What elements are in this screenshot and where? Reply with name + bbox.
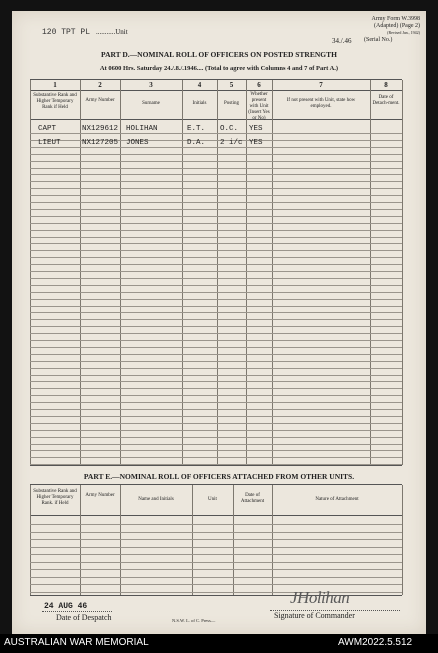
col-number-8: 8	[384, 81, 388, 89]
ruled-line	[30, 423, 402, 424]
ruled-line	[30, 319, 402, 320]
ruled-line	[30, 133, 402, 134]
ruled-line	[30, 168, 402, 169]
ruled-line	[30, 457, 402, 458]
ruled-line	[30, 195, 402, 196]
ruled-line	[30, 569, 402, 570]
archive-id: AWM2022.5.512	[338, 637, 413, 648]
col-number-5: 5	[229, 81, 234, 89]
col-number-6: 6	[257, 81, 261, 89]
col-header-detachment-date: Date of Detach-ment.	[372, 95, 400, 106]
row-1-present: YES	[249, 125, 263, 133]
ruled-line	[30, 333, 402, 334]
ruled-line	[30, 257, 402, 258]
ruled-line	[30, 174, 402, 175]
archive-footer	[0, 634, 438, 653]
e-col-header-name: Name and Initials	[138, 497, 174, 502]
commander-label: Signature of Commander	[274, 611, 355, 620]
archive-name: AUSTRALIAN WAR MEMORIAL	[4, 637, 149, 648]
ruled-line	[30, 188, 402, 189]
ruled-line	[30, 539, 402, 540]
col-number-3: 3	[149, 81, 153, 89]
ruled-line	[30, 409, 402, 410]
ruled-line	[30, 562, 402, 563]
ruled-line	[30, 326, 402, 327]
ruled-line	[30, 237, 402, 238]
ruled-line	[30, 292, 402, 293]
col-header-army-number: Army Number	[85, 98, 115, 103]
e-col-header-army-number: Army Number	[85, 493, 115, 498]
col-header-employment: If not present with Unit, state how employed.	[286, 98, 356, 109]
e-col-header-attachment-date: Date of Attachment	[240, 493, 265, 504]
ruled-line	[30, 230, 402, 231]
ruled-line	[30, 354, 402, 355]
ruled-line	[30, 285, 402, 286]
row-2-posting: 2 i/c	[220, 139, 243, 147]
col-number-1: 1	[53, 81, 57, 89]
ruled-line	[30, 450, 402, 451]
col-header-present: Whether present with Unit (Insert Yes or No)	[248, 92, 270, 121]
unit-value: 120 TPT PL	[42, 28, 91, 37]
ruled-line	[30, 381, 402, 382]
printer-imprint: N.S.W. L. of C. Press—	[172, 618, 216, 623]
ruled-line	[30, 577, 402, 578]
ruled-line	[30, 278, 402, 279]
part-e-table	[30, 484, 402, 596]
commander-signature: JHolihan	[290, 588, 350, 607]
row-1-army-number: NX129612	[82, 125, 119, 133]
despatch-line	[42, 611, 112, 612]
ruled-line	[30, 299, 402, 300]
ruled-line	[30, 464, 402, 465]
ruled-line	[30, 243, 402, 244]
ruled-line	[30, 223, 402, 224]
part-e-title: PART E.—NOMINAL ROLL OF OFFICERS ATTACHED FROM OTHER UNITS.	[83, 472, 355, 481]
row-2-present: YES	[249, 139, 263, 147]
ruled-line	[30, 395, 402, 396]
row-2-initials: D.A.	[187, 139, 206, 147]
ruled-line	[30, 347, 402, 348]
row-2-surname: JONES	[126, 139, 149, 147]
ruled-line	[30, 161, 402, 162]
part-d-title: PART D.—NOMINAL ROLL OF OFFICERS ON POSTED STRENGTH	[101, 50, 337, 59]
ruled-line	[30, 532, 402, 533]
e-col-header-rank: Substantive Rank and Higher Temporary Rank. if Held	[33, 489, 77, 506]
ruled-line	[30, 444, 402, 445]
col-header-posting: Posting	[223, 101, 239, 106]
ruled-line	[30, 250, 402, 251]
ruled-line	[30, 306, 402, 307]
row-2-rank: LIEUT	[38, 139, 61, 147]
part-d-table	[30, 79, 402, 466]
ruled-line	[30, 437, 402, 438]
ruled-line	[30, 554, 402, 555]
col-number-2: 2	[98, 81, 102, 89]
col-header-surname: Surname	[142, 101, 160, 106]
ruled-line	[30, 340, 402, 341]
ruled-line	[30, 361, 402, 362]
e-col-header-nature: Nature of Attachment	[315, 497, 359, 502]
ruled-line	[30, 584, 402, 585]
despatch-label: Date of Despatch	[56, 613, 112, 622]
form-revised: (Revised Jan., 1942)	[387, 30, 420, 35]
ruled-line	[30, 547, 402, 548]
ruled-line	[30, 209, 402, 210]
row-1-initials: E.T.	[187, 125, 206, 133]
row-1-rank: CAPT	[38, 125, 57, 133]
ruled-line	[30, 430, 402, 431]
row-1-posting: O.C.	[220, 125, 239, 133]
row-2-army-number: NX127205	[82, 139, 119, 147]
ruled-line	[30, 181, 402, 182]
ruled-line	[30, 524, 402, 525]
form-name: Army Form W.3998	[371, 16, 420, 22]
ruled-line	[30, 202, 402, 203]
ruled-line	[30, 375, 402, 376]
part-d-subtitle: At 0600 Hrs. Saturday 24./.8./.1946.... (Total to agree with Columns 4 and 7 of Part A.)	[99, 65, 339, 72]
despatch-date: 24 AUG 46	[44, 602, 88, 611]
form-adapted: (Adapted) (Page 2)	[374, 23, 420, 29]
ruled-line	[30, 216, 402, 217]
serial-label: (Serial No.)	[364, 37, 393, 43]
ruled-line	[30, 154, 402, 155]
col-header-initials: Initials	[192, 101, 207, 106]
ruled-line	[30, 416, 402, 417]
row-1-surname: HOLIHAN	[126, 125, 158, 133]
unit-label: ...........Unit	[96, 28, 128, 36]
col-number-4: 4	[197, 81, 202, 89]
col-header-rank: Substantive Rank and Higher Temporary Rank if Held	[33, 93, 77, 110]
col-number-7: 7	[319, 81, 323, 89]
ruled-line	[30, 368, 402, 369]
ruled-line	[30, 271, 402, 272]
ruled-line	[30, 312, 402, 313]
ruled-line	[30, 264, 402, 265]
form-page	[12, 11, 426, 634]
ruled-line	[30, 402, 402, 403]
e-col-header-unit: Unit	[208, 497, 217, 502]
serial-value: 34./.46	[332, 37, 352, 45]
ruled-line	[30, 388, 402, 389]
